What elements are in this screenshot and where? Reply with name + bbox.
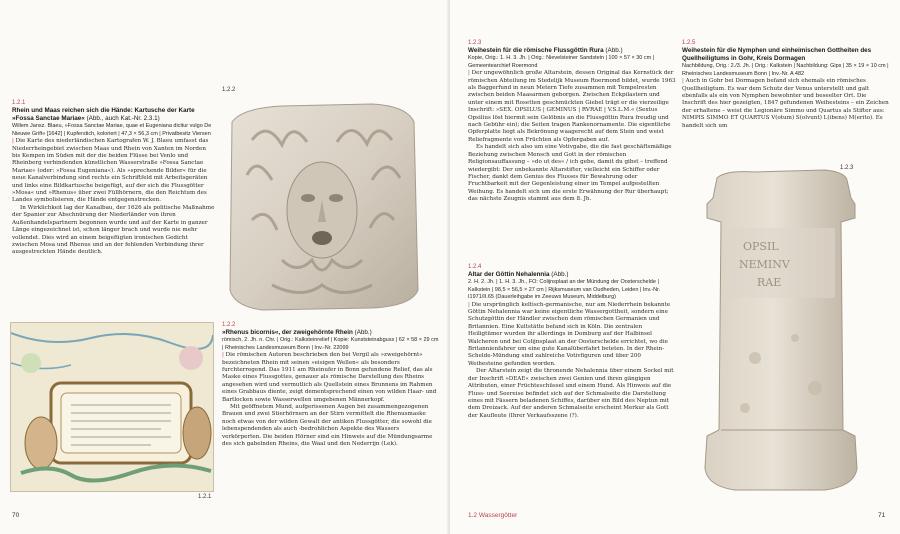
paragraph: In Wirklichkeit lag der Kanalbau, der 1626 als politische Maßnahme der Spanier zur Abschnürung der Niederländer von ihren Außenhandelspartnern begonnen wurde und auf der Karte in ganzer Länge eingezeichnet ist, schon länger brach und wurde nie mehr vollendet. Dies wird an einem beigefügten ironischen Gedicht zwischen Mosa und Rhenus und an der fehlenden Verbindung ihrer ausgestreckten Hände deutlich. (12, 204, 215, 256)
entry-number: 1.2.5 (682, 40, 696, 46)
entry-title: Altar der Göttin Nehalennia (Abb.) (468, 271, 569, 279)
entry-title: Weihestein für die römische Flussgöttin Rura (Abb.) (468, 47, 623, 55)
entry-body (682, 78, 890, 130)
paragraph: Der Altarstein zeigt die thronende Nehalennia über einem Sockel mit der Inschrift »DEAE« zwischen zwei Genien und ihren gängigen Attributen, einer Früchteschüssel und einem Hund. Als Hinweis auf die Fluss- und Seereise befindet sich auf der Schmalseite die Darstellung eines mit Fässern beladenen Schiffes, darüber ein Bild des Neptun mit dem Dreizack. Auf der anderen Schmalseite erscheint Merkur als Gott der Kaufleute (Ihrer Verkaufsszene (?). (468, 368, 674, 419)
svg-text:RAE: RAE (757, 276, 782, 289)
paragraph: Es handelt sich also um eine Votivgabe, die die fast geschäftsmäßige Beziehung zwischen Mensch und Gott in der römischen Religionsauffassung – »do ut des« / ich gebe, damit du gibst – treffend wiedergibt: Der unbekannte Altarstifter, vielleicht ein Schiffer oder Fischer, dankt dem Genius des Flusses für Bewahrung oder Fruchtbarkeit mit der Gegenleistung einer im Tempel aufgestellten Weihung. Es handelt sich um die erste Erwähnung der Rur überhaupt; das nächste Zeugnis stammt aus dem 8. Jh. (468, 144, 672, 203)
paragraph: | Auch in Gohr bei Dormagen befand sich ehemals ein römisches Quellheiligtum. Es war dem Schutz der Venus unterstellt und galt ebenfalls als ein von Nymphen bewohnter und beseelter Ort. Die Inschrift des hier gezeigten, 1847 gefundenen Weihesteins – ein Zeichen der erhaltene – weist die Legionäre Simmo und Quartus als Stifter aus: NIMPIS SIMMO ET QUARTUS V(otum) S(olvunt) L(ibens) M(erito). Es handelt sich um (682, 78, 889, 129)
entry-number: 1.2.3 (468, 40, 482, 46)
entry-number: 1.2.4 (468, 264, 482, 270)
figure-label: 1.2.1 (198, 494, 212, 500)
svg-text:NEMINV: NEMINV (739, 258, 790, 271)
entry-body (222, 352, 440, 448)
entry-body (12, 138, 215, 257)
entry-meta: römisch, 2. Jh. n. Chr. | Orig.: Kalksteinrelief | Kopie: Kunststeinabguss | 62 × 58 × 29 cm | Rheinisches Landesmuseum Bonn | Inv.-Nr. 22099 (222, 337, 439, 351)
entry-1-2-4 (468, 264, 676, 420)
entry-meta: Willem Jansz. Blaeu, »Fossa Sanctae Mariae, quae et Eugeniana dicitur vulgo De Nieuwe Grift« [1642] | Kupferstich, koloriert | 47,3 × 56,3 cm | Privatbesitz Viersen (12, 123, 212, 137)
entry-1-2-1 (12, 100, 215, 257)
svg-text:OPSIL: OPSIL (743, 240, 779, 253)
entry-meta: Kopie, Orig.: 1. H. 3. Jh. | Orig.: Nievelsteiner Sandstein | 100 × 57 × 30 cm | Gemeentearchief Roermond (468, 55, 655, 69)
figure-label: 1.2.2 (222, 87, 236, 93)
entry-meta: Nachbildung, Orig.: 2./3. Jh. | Orig.: Kalkstein | Nachbildung: Gips | 35 × 19 × 10 cm | Rheinisches Landesmuseum Bonn | Inv.-Nr. A 482 (682, 63, 889, 77)
entry-title: Rhein und Maas reichen sich die Hände: Kartusche der Karte »Fossa Sanctae Mariae« (Abb., auch Kat.-Nr. 2.3.1) (12, 107, 195, 123)
entry-body (468, 70, 676, 203)
page-number: 71 (878, 512, 886, 519)
entry-1-2-2 (222, 322, 440, 449)
right-page (450, 0, 900, 534)
entry-number: 1.2.2 (222, 322, 236, 328)
figure-label: 1.2.3 (840, 165, 854, 171)
entry-number: 1.2.1 (12, 100, 26, 106)
paragraph: | Der ungewöhnlich große Altarstein, dessen Original das Kernstück der römischen Abteilung im Stedelijk Museum Roermond bildet, wurde 1963 als Baggerfund in neun Metern Tiefe zusammen mit Tempelresten zwischen beiden Maasarmen geborgen. Zwischen Eckpilastern und unter einem mit Rosetten geschmückten Giebel trägt er die vierzeilige Inschrift: »SEX. OPSILUS | GEMINUS | RVRAE | V.S.L.M.« (Sextus Opsilius löst hiermit sein Gelöbnis an die Flussgöttin Rura freudig und nach Gebühr ein); die Seiten tragen Rankenornamente. Die eigentliche Opferplatte liegt als Bekrönung waagerecht auf dem Stein und weist Reliefragmente von Früchten als Opfergaben auf. (468, 70, 676, 143)
paragraph: | Die Karte des niederländischen Kartografen W. J. Blaeu umfasst das Niederrheingebiet zwischen Maas und Rhein von Xanten im Norden bis Kempen im Süden mit der die beiden Flüsse bei Venlo und Rheinberg verbindenden künstlichen Wasserstraße »Fossa Sanctae Mariae« (oder: »Fossa Eugeniana«). Als »sprechende Bilder« für die neue Kanalverbindung sind rechts ein Schriftfeld mit Arbeitsgeräten und links eine Bildkartusche beigefügt, auf der sich die Flussgötter »Mosa« und »Rhenus« über zwei Füllhörnern, die den Reichtum des Landes symbolisieren, die Hände entgegenstrecken. (12, 138, 209, 204)
paragraph: | Die römischen Autoren beschrieben den bei Vergil als »zweigehörnt« bezeichneten Rhein mit seinen »eisigen Wellen« als besonders furchterregend. Das 1911 am Rheinufer in Bonn gefundene Relief, das als Maske eines Flussgottes, genauer als römische Darstellung des Rheins angesehen wird und vermutlich als Quellstein eines Brunnens im Rahmen eines Grabbaus diente, zeigt dementsprechend einen von wilden Haar- und Bartlocken sowie Wasserwellen umgebenen Männerkopf. (222, 352, 437, 403)
entry-title: »Rhenus bicornis«, der zweigehörnte Rhein (Abb.) (222, 329, 372, 337)
paragraph: Mit geöffnetem Mund, aufgerissenen Augen bei zusammengezogenen Brauen und zwei Stierhörnern an der Stirn vermittelt die Rhenusmaske noch etwas von der wilden Gewalt der antiken Flussgötter, die sowohl die lebenspendenden als auch -bedrohlichen Aspekte des Wassers verkörperten. Die beiden Hörner sind ein Hinweis auf die Mündungsarme des sich gabelnden Rheins, die Waal und den Nederrijn (Lek). (222, 404, 433, 448)
entry-meta: 2. H. 2. Jh. | 1. H. 3. Jh., FO: Colijnsplaat an der Mündung der Oosterschelde | Kalkstein | 98,5 × 56,5 × 27 cm | Rijksmuseum van Oudheden, Leiden | Inv.-Nr. I1971/II.65 (Dauerleihgabe im Zeeuws Museum, Middelburg) (468, 279, 661, 301)
page-number: 70 (12, 512, 20, 519)
running-head: 1.2 Wassergötter (468, 512, 518, 519)
map-cartouche-image (10, 322, 214, 492)
entry-1-2-5 (682, 40, 890, 130)
rhenus-relief-image (222, 100, 422, 312)
altar-stone-image (695, 168, 875, 494)
entry-title: Weihestein für die Nymphen und einheimischen Gottheiten des Quellheiligtums in Gohr, Kreis Dormagen (682, 47, 872, 63)
entry-1-2-3 (468, 40, 676, 204)
paragraph: | Die ursprünglich keltisch-germanische, nur am Niederrhein bekannte Göttin Nehalennia war keine eigentliche Wassergottheit, sondern eine Schutzgöttin der Händler zwischen dem römischen Germanien und Britannien. Eine Kultstätte befand sich in Köln. Die zentralen Heiligtümer wurden ihr allerdings in Domburg auf der Halbinsel Walcheren und bei Colijnsplaat an der Oosterschelde errichtet, wo die Britannienfahrer um eine gute Kanalüberfahrt beteten. In der Rhein-Schelde-Mündung sind zahlreiche Votivfiguren und über 200 Weihesteine gefunden worden. (468, 301, 671, 367)
entry-body (468, 302, 676, 421)
